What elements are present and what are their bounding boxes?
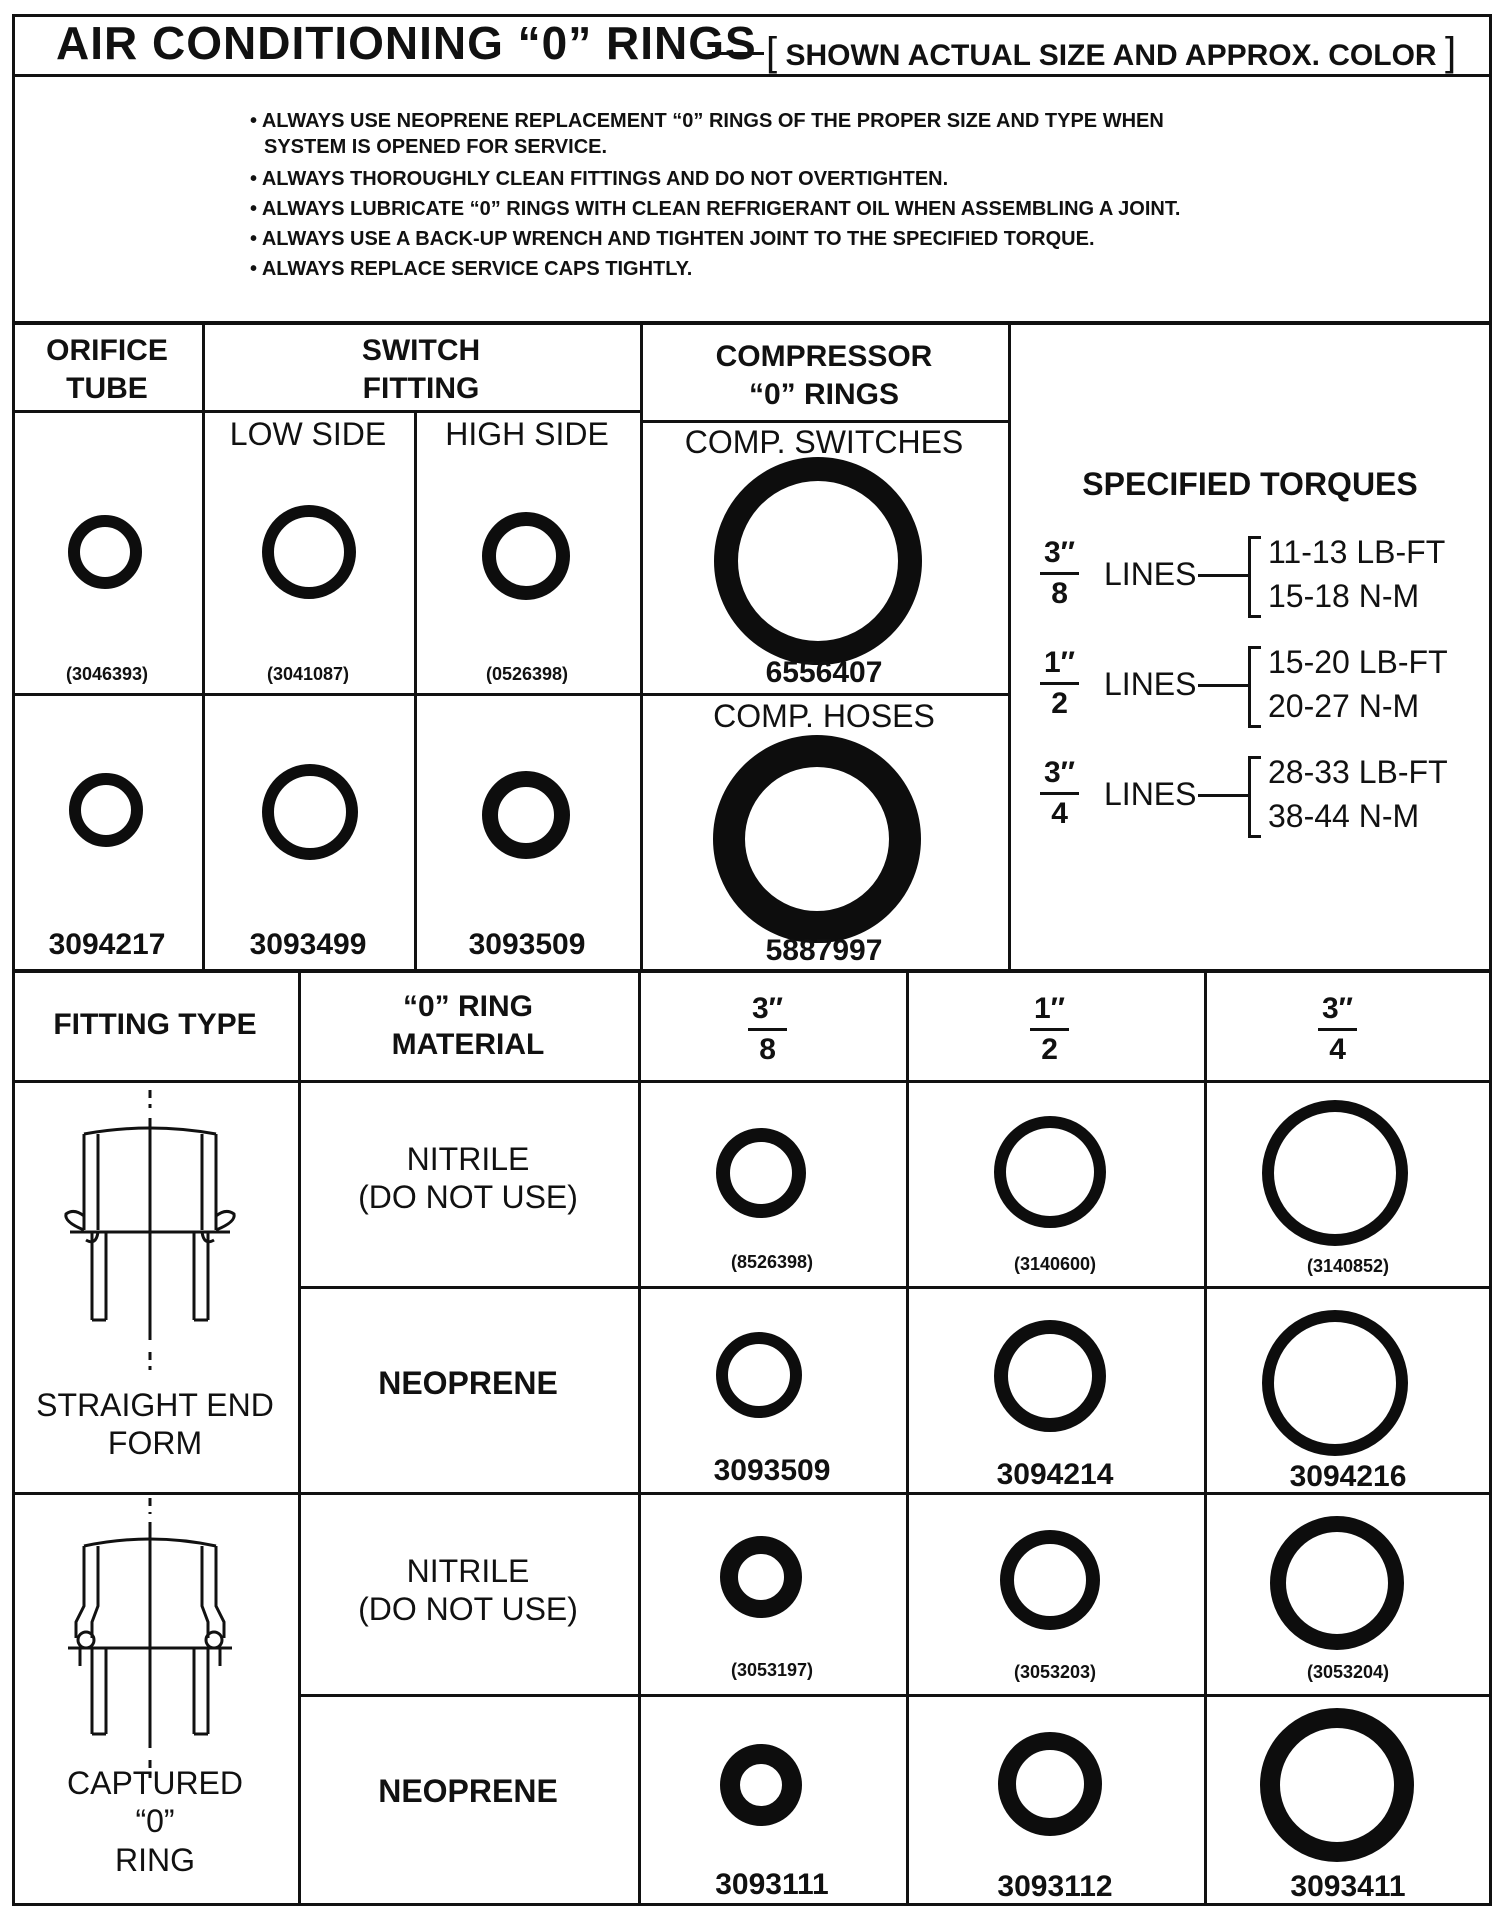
title-connector [712, 52, 764, 55]
lines-label: LINES [1104, 776, 1197, 812]
note-item: • ALWAYS THOROUGHLY CLEAN FITTINGS AND DO NOT OVERTIGHTEN. [250, 168, 949, 190]
grid-line [1008, 322, 1011, 972]
bracket [1248, 536, 1261, 618]
bracket [1248, 646, 1261, 728]
size-header-3-4: $\frac{3''}{4}$ [1318, 994, 1357, 1065]
part-number: (3140852) [1306, 1256, 1390, 1276]
part-number: (3046393) [65, 664, 149, 684]
connector-line [1198, 574, 1250, 577]
ring-material-header: “0” RING MATERIAL [391, 990, 545, 1061]
connector-line [1198, 794, 1250, 797]
note-item: • ALWAYS USE A BACK-UP WRENCH AND TIGHTEN JOINT TO THE SPECIFIED TORQUE. [250, 228, 1095, 250]
size-header-1-2: $\frac{1''}{2}$ [1030, 994, 1069, 1065]
o-ring [1260, 1708, 1414, 1862]
switch-fitting-header: SWITCH FITTING [361, 334, 481, 405]
o-ring [994, 1320, 1106, 1432]
part-number: 3094217 [48, 928, 166, 961]
part-number: 3094216 [1289, 1460, 1407, 1493]
part-number: 3093411 [1290, 1870, 1406, 1903]
lines-label: LINES [1104, 666, 1197, 702]
grid-line [906, 970, 909, 1906]
size-fraction: $\frac{1''}{2}$ [1040, 648, 1079, 719]
o-ring [69, 773, 143, 847]
part-number: 3093111 [715, 1868, 829, 1901]
subtitle-text: SHOWN ACTUAL SIZE AND APPROX. COLOR [785, 39, 1437, 72]
fitting-type-label: STRAIGHT END FORM [36, 1387, 274, 1462]
grid-line [298, 1286, 1492, 1289]
size-fraction: $\frac{3''}{8}$ [1040, 538, 1079, 609]
low-side-label: LOW SIDE [229, 416, 387, 452]
o-ring [1000, 1530, 1100, 1630]
torque-lbft: 15-20 LB-FT [1268, 644, 1448, 680]
torque-lbft: 28-33 LB-FT [1268, 754, 1448, 790]
material-label: NEOPRENE [378, 1365, 558, 1401]
o-ring [262, 764, 358, 860]
part-number: 3093112 [997, 1870, 1113, 1903]
grid-line [640, 420, 1008, 423]
o-ring [720, 1536, 802, 1618]
page-title: AIR CONDITIONING “0” RINGS [56, 17, 757, 69]
o-ring [482, 512, 570, 600]
high-side-label: HIGH SIDE [445, 416, 609, 452]
torque-nm: 38-44 N-M [1268, 798, 1420, 834]
torque-nm: 20-27 N-M [1268, 688, 1420, 724]
part-number: 3093509 [713, 1454, 831, 1487]
grid-line [414, 410, 417, 972]
orifice-tube-header: ORIFICE TUBE [46, 334, 168, 405]
o-ring [716, 1332, 802, 1418]
part-number: (3053203) [1013, 1662, 1097, 1682]
straight-end-fitting-diagram [50, 1090, 250, 1370]
grid-line [12, 1080, 1492, 1083]
part-number: 3093509 [468, 928, 586, 961]
connector-line [1198, 684, 1250, 687]
o-ring [994, 1116, 1106, 1228]
grid-line [12, 410, 640, 413]
o-ring [1262, 1310, 1408, 1456]
material-label: NEOPRENE [378, 1773, 558, 1809]
note-item: • ALWAYS REPLACE SERVICE CAPS TIGHTLY. [250, 258, 693, 280]
note-item: • ALWAYS USE NEOPRENE REPLACEMENT “0” RINGS OF THE PROPER SIZE AND TYPE WHEN [250, 110, 1164, 132]
page-subtitle: [ SHOWN ACTUAL SIZE AND APPROX. COLOR ] [766, 30, 1457, 74]
size-header-3-8: $\frac{3''}{8}$ [748, 994, 787, 1065]
part-number: 6556407 [765, 656, 883, 689]
o-ring [262, 505, 356, 599]
part-number: (3053204) [1306, 1662, 1390, 1682]
size-fraction: $\frac{3''}{4}$ [1040, 758, 1079, 829]
comp-hoses-label: COMP. HOSES [713, 698, 935, 734]
part-number: (3140600) [1013, 1254, 1097, 1274]
grid-line [12, 693, 1008, 696]
comp-switches-label: COMP. SWITCHES [684, 424, 964, 460]
lines-label: LINES [1104, 556, 1197, 592]
o-ring [720, 1744, 802, 1826]
o-ring [716, 1128, 806, 1218]
notes-list [250, 106, 1180, 284]
part-number: (3053197) [730, 1660, 814, 1680]
part-number: (8526398) [730, 1252, 814, 1272]
o-ring [714, 457, 922, 665]
compressor-header: COMPRESSOR “0” RINGS [715, 340, 933, 411]
o-ring [482, 771, 570, 859]
grid-line [298, 970, 301, 1906]
grid-line [1204, 970, 1207, 1906]
bracket [1248, 756, 1261, 838]
grid-line [298, 1694, 1492, 1697]
note-item: • ALWAYS LUBRICATE “0” RINGS WITH CLEAN REFRIGERANT OIL WHEN ASSEMBLING A JOINT. [250, 198, 1181, 220]
o-ring [1270, 1516, 1404, 1650]
specified-torques-title: SPECIFIED TORQUES [1082, 466, 1418, 502]
o-ring [713, 735, 921, 943]
part-number: 5887997 [765, 934, 883, 967]
captured-o-ring-fitting-diagram [50, 1498, 250, 1778]
part-number: (0526398) [485, 664, 569, 684]
part-number: 3093499 [249, 928, 367, 961]
o-ring [998, 1732, 1102, 1836]
torque-nm: 15-18 N-M [1268, 578, 1420, 614]
material-label: NITRILE (DO NOT USE) [358, 1141, 578, 1216]
o-ring [68, 515, 142, 589]
torque-lbft: 11-13 LB-FT [1268, 534, 1446, 570]
o-ring [1262, 1100, 1408, 1246]
note-item: SYSTEM IS OPENED FOR SERVICE. [264, 136, 608, 158]
grid-line [638, 970, 641, 1906]
part-number: 3094214 [996, 1458, 1114, 1491]
material-label: NITRILE (DO NOT USE) [358, 1553, 578, 1628]
fitting-type-label: CAPTURED “0” RING [66, 1765, 243, 1878]
fitting-type-header: FITTING TYPE [53, 1008, 257, 1041]
part-number: (3041087) [266, 664, 350, 684]
